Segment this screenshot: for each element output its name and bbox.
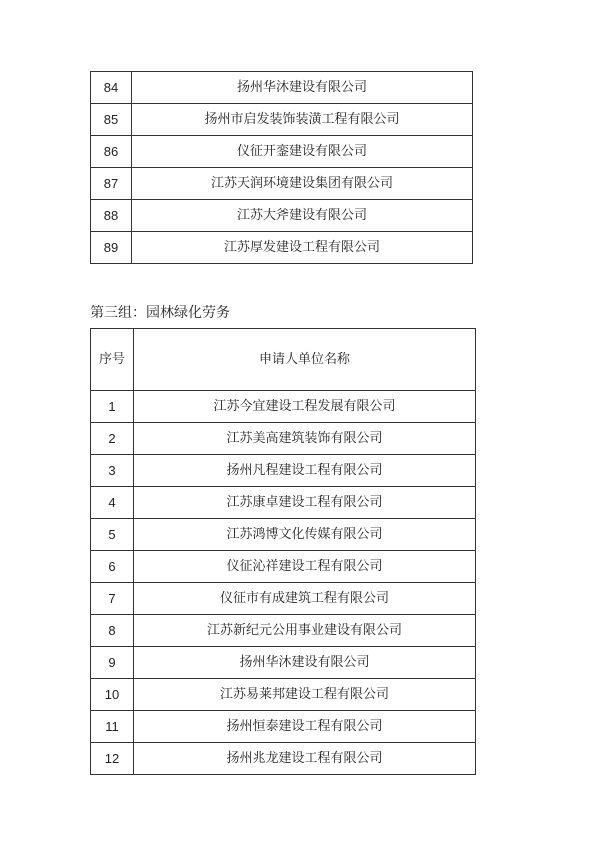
table-row bbox=[91, 487, 476, 519]
company-name: 仪征沁祥建设工程有限公司 bbox=[134, 551, 476, 583]
table-row bbox=[91, 679, 476, 711]
row-number: 85 bbox=[91, 104, 132, 136]
table-row bbox=[91, 551, 476, 583]
table-row bbox=[91, 743, 476, 775]
table-row bbox=[91, 232, 473, 264]
row-number: 87 bbox=[91, 168, 132, 200]
company-name: 江苏易莱邦建设工程有限公司 bbox=[134, 679, 476, 711]
company-name: 江苏新纪元公用事业建设有限公司 bbox=[134, 615, 476, 647]
table-row bbox=[91, 711, 476, 743]
table-row bbox=[91, 615, 476, 647]
company-name: 江苏鸿博文化传媒有限公司 bbox=[134, 519, 476, 551]
company-name: 扬州兆龙建设工程有限公司 bbox=[134, 743, 476, 775]
table-row bbox=[91, 391, 476, 423]
table-row bbox=[91, 455, 476, 487]
company-name: 扬州市启发装饰装潢工程有限公司 bbox=[132, 104, 473, 136]
column-header-name: 申请人单位名称 bbox=[134, 329, 476, 391]
table-header-row bbox=[91, 329, 476, 391]
table-row bbox=[91, 647, 476, 679]
row-number: 88 bbox=[91, 200, 132, 232]
table-row bbox=[91, 168, 473, 200]
company-name: 扬州凡程建设工程有限公司 bbox=[134, 455, 476, 487]
row-number: 6 bbox=[91, 551, 134, 583]
row-number: 2 bbox=[91, 423, 134, 455]
company-name: 仪征市有成建筑工程有限公司 bbox=[134, 583, 476, 615]
row-number: 11 bbox=[91, 711, 134, 743]
company-name: 江苏天润环境建设集团有限公司 bbox=[132, 168, 473, 200]
row-number: 8 bbox=[91, 615, 134, 647]
company-name: 扬州恒泰建设工程有限公司 bbox=[134, 711, 476, 743]
company-name: 扬州华沐建设有限公司 bbox=[134, 647, 476, 679]
row-number: 86 bbox=[91, 136, 132, 168]
company-name: 江苏美高建筑装饰有限公司 bbox=[134, 423, 476, 455]
row-number: 89 bbox=[91, 232, 132, 264]
row-number: 9 bbox=[91, 647, 134, 679]
group-heading: 第三组：园林绿化劳务 bbox=[90, 305, 230, 321]
table-row bbox=[91, 583, 476, 615]
row-number: 1 bbox=[91, 391, 134, 423]
table-row bbox=[91, 200, 473, 232]
company-name: 江苏康卓建设工程有限公司 bbox=[134, 487, 476, 519]
group3-applicant-table bbox=[90, 328, 476, 775]
row-number: 7 bbox=[91, 583, 134, 615]
row-number: 12 bbox=[91, 743, 134, 775]
table-row bbox=[91, 104, 473, 136]
company-name: 江苏今宜建设工程发展有限公司 bbox=[134, 391, 476, 423]
company-name: 扬州华沐建设有限公司 bbox=[132, 72, 473, 104]
column-header-number: 序号 bbox=[91, 329, 134, 391]
table-row bbox=[91, 72, 473, 104]
row-number: 4 bbox=[91, 487, 134, 519]
row-number: 5 bbox=[91, 519, 134, 551]
row-number: 84 bbox=[91, 72, 132, 104]
row-number: 10 bbox=[91, 679, 134, 711]
table-row bbox=[91, 136, 473, 168]
table-row bbox=[91, 519, 476, 551]
row-number: 3 bbox=[91, 455, 134, 487]
table-row bbox=[91, 423, 476, 455]
company-name: 江苏厚发建设工程有限公司 bbox=[132, 232, 473, 264]
company-name: 仪征开銮建设有限公司 bbox=[132, 136, 473, 168]
applicant-table-continued bbox=[90, 71, 473, 264]
company-name: 江苏大斧建设有限公司 bbox=[132, 200, 473, 232]
